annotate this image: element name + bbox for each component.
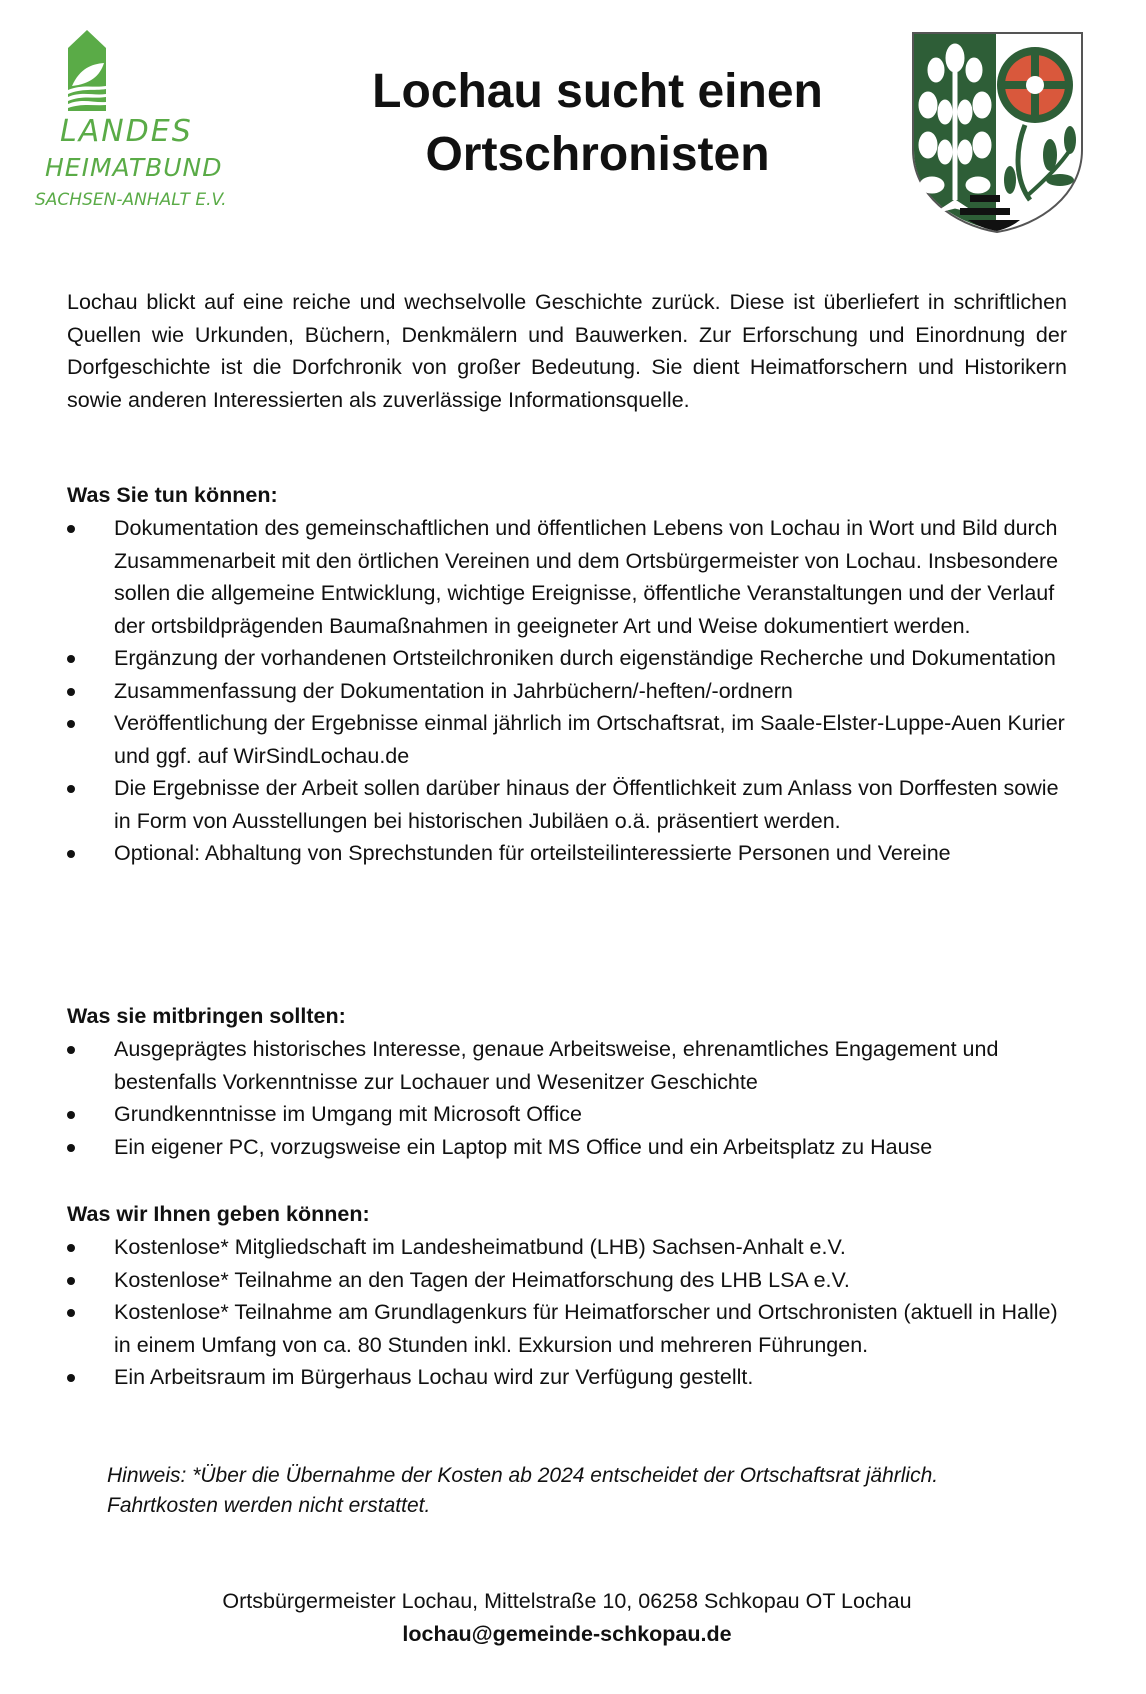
requirements-list <box>67 1033 1067 1163</box>
bullet-icon <box>67 525 75 533</box>
list-item-text: Optional: Abhaltung von Sprechstunden für orteilsteilinteressierte Personen und Vereine <box>114 841 951 865</box>
list-item-text: Kostenlose* Mitgliedschaft im Landesheimatbund (LHB) Sachsen-Anhalt e.V. <box>114 1235 846 1259</box>
svg-text:HEIMATBUND: HEIMATBUND <box>45 153 223 182</box>
bullet-icon <box>67 1046 75 1054</box>
list-item-text: Zusammenfassung der Dokumentation in Jahrbüchern/-heften/-ordnern <box>114 678 793 703</box>
bullet-icon <box>67 1244 75 1252</box>
list-item-text: Veröffentlichung der Ergebnisse einmal jährlich im Ortschaftsrat, im Saale-Elster-Luppe-Auen Kurier und ggf. auf WirSindLochau.de <box>114 711 1065 768</box>
section-heading-tasks: Was Sie tun können: <box>67 483 278 507</box>
list-item <box>67 1131 1067 1164</box>
list-item-text: Grundkenntnisse im Umgang mit Microsoft Office <box>114 1102 582 1126</box>
list-item-text: Ein eigener PC, vorzugsweise ein Laptop mit MS Office und ein Arbeitsplatz zu Hause <box>114 1134 933 1159</box>
bullet-icon <box>67 1374 75 1382</box>
list-item-text: Dokumentation des gemeinschaftlichen und öffentlichen Lebens von Lochau in Wort und Bild durch Zusammenarbeit mit den örtlichen Vereinen und dem Ortsbürgermeister von Lochau. Insbesondere sollen die allgemeine Entwicklung, wichtige Ereignisse, öffentliche Veranstaltungen und der Verlauf der ortsbildprägenden Baumaßnahmen in geeigneter Art und Weise dokumentiert werden. <box>114 516 1059 638</box>
bullet-icon <box>67 655 75 663</box>
bullet-icon <box>67 720 75 728</box>
intro-paragraph: Lochau blickt auf eine reiche und wechselvolle Geschichte zurück. Diese ist überliefert in schriftlichen Quellen wie Urkunden, Büchern, Denkmälern und Bauwerken. Zur Erforschung und Einordnung der Dorfgeschichte ist die Dorfchronik von großer Bedeutung. Sie dient Heimatforschern und Historikern sowie anderen Interessierten als zuverlässige Informationsquelle. <box>67 290 1067 412</box>
title-line-1: Lochau sucht einen <box>372 65 823 118</box>
list-item-text: Ergänzung der vorhandenen Ortsteilchroniken durch eigenständige Recherche und Dokumentation <box>114 646 1056 670</box>
list-item <box>67 1264 1067 1297</box>
bullet-icon <box>67 688 75 696</box>
note-line-1: Hinweis: *Über die Übernahme der Kosten ab 2024 entscheidet der Ortschaftsrat jährlich. <box>107 1464 939 1487</box>
section-heading-requirements: Was sie mitbringen sollten: <box>67 1004 346 1028</box>
list-item <box>67 675 1067 708</box>
note-line-2: Fahrtkosten werden nicht erstattet. <box>107 1494 431 1517</box>
list-item <box>67 1231 1067 1264</box>
footer-address: Ortsbürgermeister Lochau, Mittelstraße 10, 06258 Schkopau OT Lochau <box>222 1589 912 1613</box>
coat-of-arms <box>910 30 1085 235</box>
house-leaf-icon <box>68 30 106 111</box>
list-item <box>67 772 1067 837</box>
cost-note <box>107 1461 1067 1521</box>
list-item-text: Ein Arbeitsraum im Bürgerhaus Lochau wird zur Verfügung gestellt. <box>114 1365 754 1389</box>
list-item <box>67 1033 1067 1098</box>
bullet-icon <box>67 1309 75 1317</box>
list-item <box>67 642 1067 675</box>
bullet-icon <box>67 1277 75 1285</box>
svg-text:SACHSEN-ANHALT E.V.: SACHSEN-ANHALT E.V. <box>35 190 227 210</box>
bullet-icon <box>67 1144 75 1152</box>
list-item-text: Ausgeprägtes historisches Interesse, genaue Arbeitsweise, ehrenamtliches Engagement und bestenfalls Vorkenntnisse zur Lochauer und Wesenitzer Geschichte <box>114 1037 999 1094</box>
bullet-icon <box>67 785 75 793</box>
benefits-list <box>67 1231 1067 1394</box>
list-item <box>67 512 1067 642</box>
list-item-text: Kostenlose* Teilnahme an den Tagen der Heimatforschung des LHB LSA e.V. <box>114 1267 850 1292</box>
footer-contact <box>67 1585 1067 1651</box>
list-item <box>67 837 1067 870</box>
list-item <box>67 707 1067 772</box>
svg-text:LANDES: LANDES <box>60 114 193 149</box>
list-item-text: Die Ergebnisse der Arbeit sollen darüber hinaus der Öffentlichkeit zum Anlass von Dorffesten sowie in Form von Ausstellungen bei historischen Jubiläen o.ä. präsentiert werden. <box>114 776 1059 833</box>
bullet-icon <box>67 850 75 858</box>
tasks-list <box>67 512 1067 870</box>
title-line-2: Ortschronisten <box>425 128 770 181</box>
section-heading-benefits: Was wir Ihnen geben können: <box>67 1202 370 1226</box>
list-item <box>67 1361 1067 1394</box>
bullet-icon <box>67 1111 75 1119</box>
landesheimatbund-logo <box>30 28 260 233</box>
footer-email-link[interactable]: lochau@gemeinde-schkopau.de <box>402 1622 732 1646</box>
list-item <box>67 1098 1067 1131</box>
page-title <box>300 60 895 186</box>
list-item <box>67 1296 1067 1361</box>
list-item-text: Kostenlose* Teilnahme am Grundlagenkurs für Heimatforscher und Ortschronisten (aktuell in Halle) in einem Umfang von ca. 80 Stunden inkl. Exkursion und mehreren Führungen. <box>114 1300 1058 1357</box>
